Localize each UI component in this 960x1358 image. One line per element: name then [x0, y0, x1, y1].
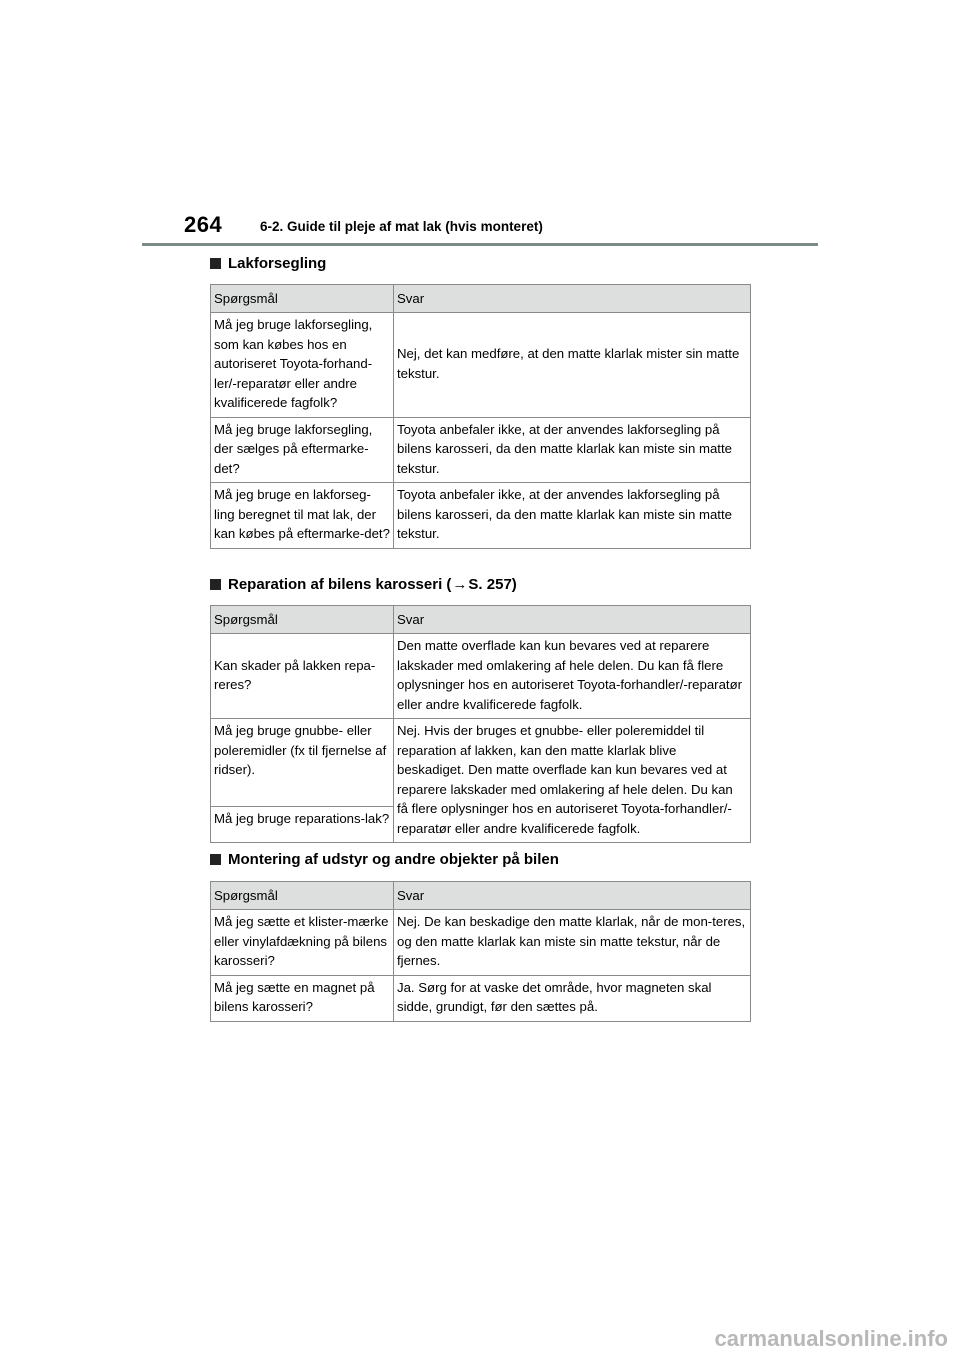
- square-bullet-icon: [210, 854, 221, 865]
- chapter-title: 6-2. Guide til pleje af mat lak (hvis monteret): [260, 219, 543, 234]
- column-header-answer: Svar: [394, 606, 751, 634]
- table-row: [211, 975, 751, 1021]
- table-header-row: [211, 285, 751, 313]
- table-row: [211, 313, 751, 418]
- page-reference-arrow-icon: →: [452, 576, 468, 593]
- table-row: [211, 483, 751, 549]
- question-cell: Må jeg bruge en lakforseg-ling beregnet til mat lak, der kan købes på eftermarke-det?: [211, 483, 394, 549]
- question-cell: Må jeg sætte et klister-mærke eller vinylafdækning på bilens karosseri?: [211, 910, 394, 976]
- question-cell: Må jeg bruge lakforsegling, der sælges på eftermarke-det?: [211, 417, 394, 483]
- answer-cell: Toyota anbefaler ikke, at der anvendes lakforsegling på bilens karosseri, da den matte klarlak kan miste sin matte tekstur.: [394, 483, 751, 549]
- answer-cell: Nej, det kan medføre, at den matte klarlak mister sin matte tekstur.: [394, 313, 751, 418]
- section-heading-text: Lakforsegling: [228, 255, 327, 272]
- column-header-question: Spørgsmål: [211, 285, 394, 313]
- question-cell: Kan skader på lakken repa-reres?: [211, 634, 394, 719]
- column-header-answer: Svar: [394, 882, 751, 910]
- table-row: [211, 634, 751, 719]
- answer-cell: Nej. Hvis der bruges et gnubbe- eller poleremiddel til reparation af lakken, kan den matte klarlak blive beskadiget. Den matte overflade kan kun bevares ved at reparere lakskader med omlakering af hele delen. Du kan få flere oplysninger hos en autoriseret Toyota-forhandler/-reparatør eller andre kvalificerede fagfolk.: [394, 719, 751, 843]
- section-heading-text: Montering af udstyr og andre objekter på bilen: [228, 851, 559, 868]
- table-row: [211, 910, 751, 976]
- section-heading-montering: [210, 851, 559, 868]
- reparation-table: [210, 605, 751, 843]
- table-row: [211, 719, 751, 807]
- section-heading-lakforsegling: [210, 255, 326, 272]
- section-heading-text: Reparation af bilens karosseri (: [228, 576, 452, 593]
- column-header-question: Spørgsmål: [211, 882, 394, 910]
- square-bullet-icon: [210, 579, 221, 590]
- question-cell: Må jeg bruge reparations-lak?: [211, 807, 394, 843]
- montering-table: [210, 881, 751, 1022]
- question-cell: Må jeg sætte en magnet på bilens karosseri?: [211, 975, 394, 1021]
- answer-cell: Den matte overflade kan kun bevares ved at reparere lakskader med omlakering af hele delen. Du kan få flere oplysninger hos en autoriseret Toyota-forhandler/-reparatør eller andre kvalificerede fagfolk.: [394, 634, 751, 719]
- answer-cell: Ja. Sørg for at vaske det område, hvor magneten skal sidde, grundigt, før den sættes på.: [394, 975, 751, 1021]
- table-header-row: [211, 882, 751, 910]
- table-header-row: [211, 606, 751, 634]
- answer-cell: Nej. De kan beskadige den matte klarlak, når de mon-teres, og den matte klarlak kan miste sin matte tekstur, når de fjernes.: [394, 910, 751, 976]
- column-header-answer: Svar: [394, 285, 751, 313]
- square-bullet-icon: [210, 258, 221, 269]
- answer-cell: Toyota anbefaler ikke, at der anvendes lakforsegling på bilens karosseri, da den matte klarlak kan miste sin matte tekstur.: [394, 417, 751, 483]
- header-divider: [142, 243, 818, 246]
- page-reference-link[interactable]: S. 257): [468, 576, 517, 593]
- section-heading-reparation: [210, 576, 517, 593]
- question-cell: Må jeg bruge gnubbe- eller poleremidler (fx til fjernelse af ridser).: [211, 719, 394, 807]
- table-row: [211, 417, 751, 483]
- question-cell: Må jeg bruge lakforsegling, som kan købes hos en autoriseret Toyota-forhand-ler/-reparatør eller andre kvalificerede fagfolk?: [211, 313, 394, 418]
- watermark: carmanualsonline.info: [714, 1326, 948, 1351]
- column-header-question: Spørgsmål: [211, 606, 394, 634]
- lakforsegling-table: [210, 284, 751, 549]
- page-number: 264: [184, 212, 223, 237]
